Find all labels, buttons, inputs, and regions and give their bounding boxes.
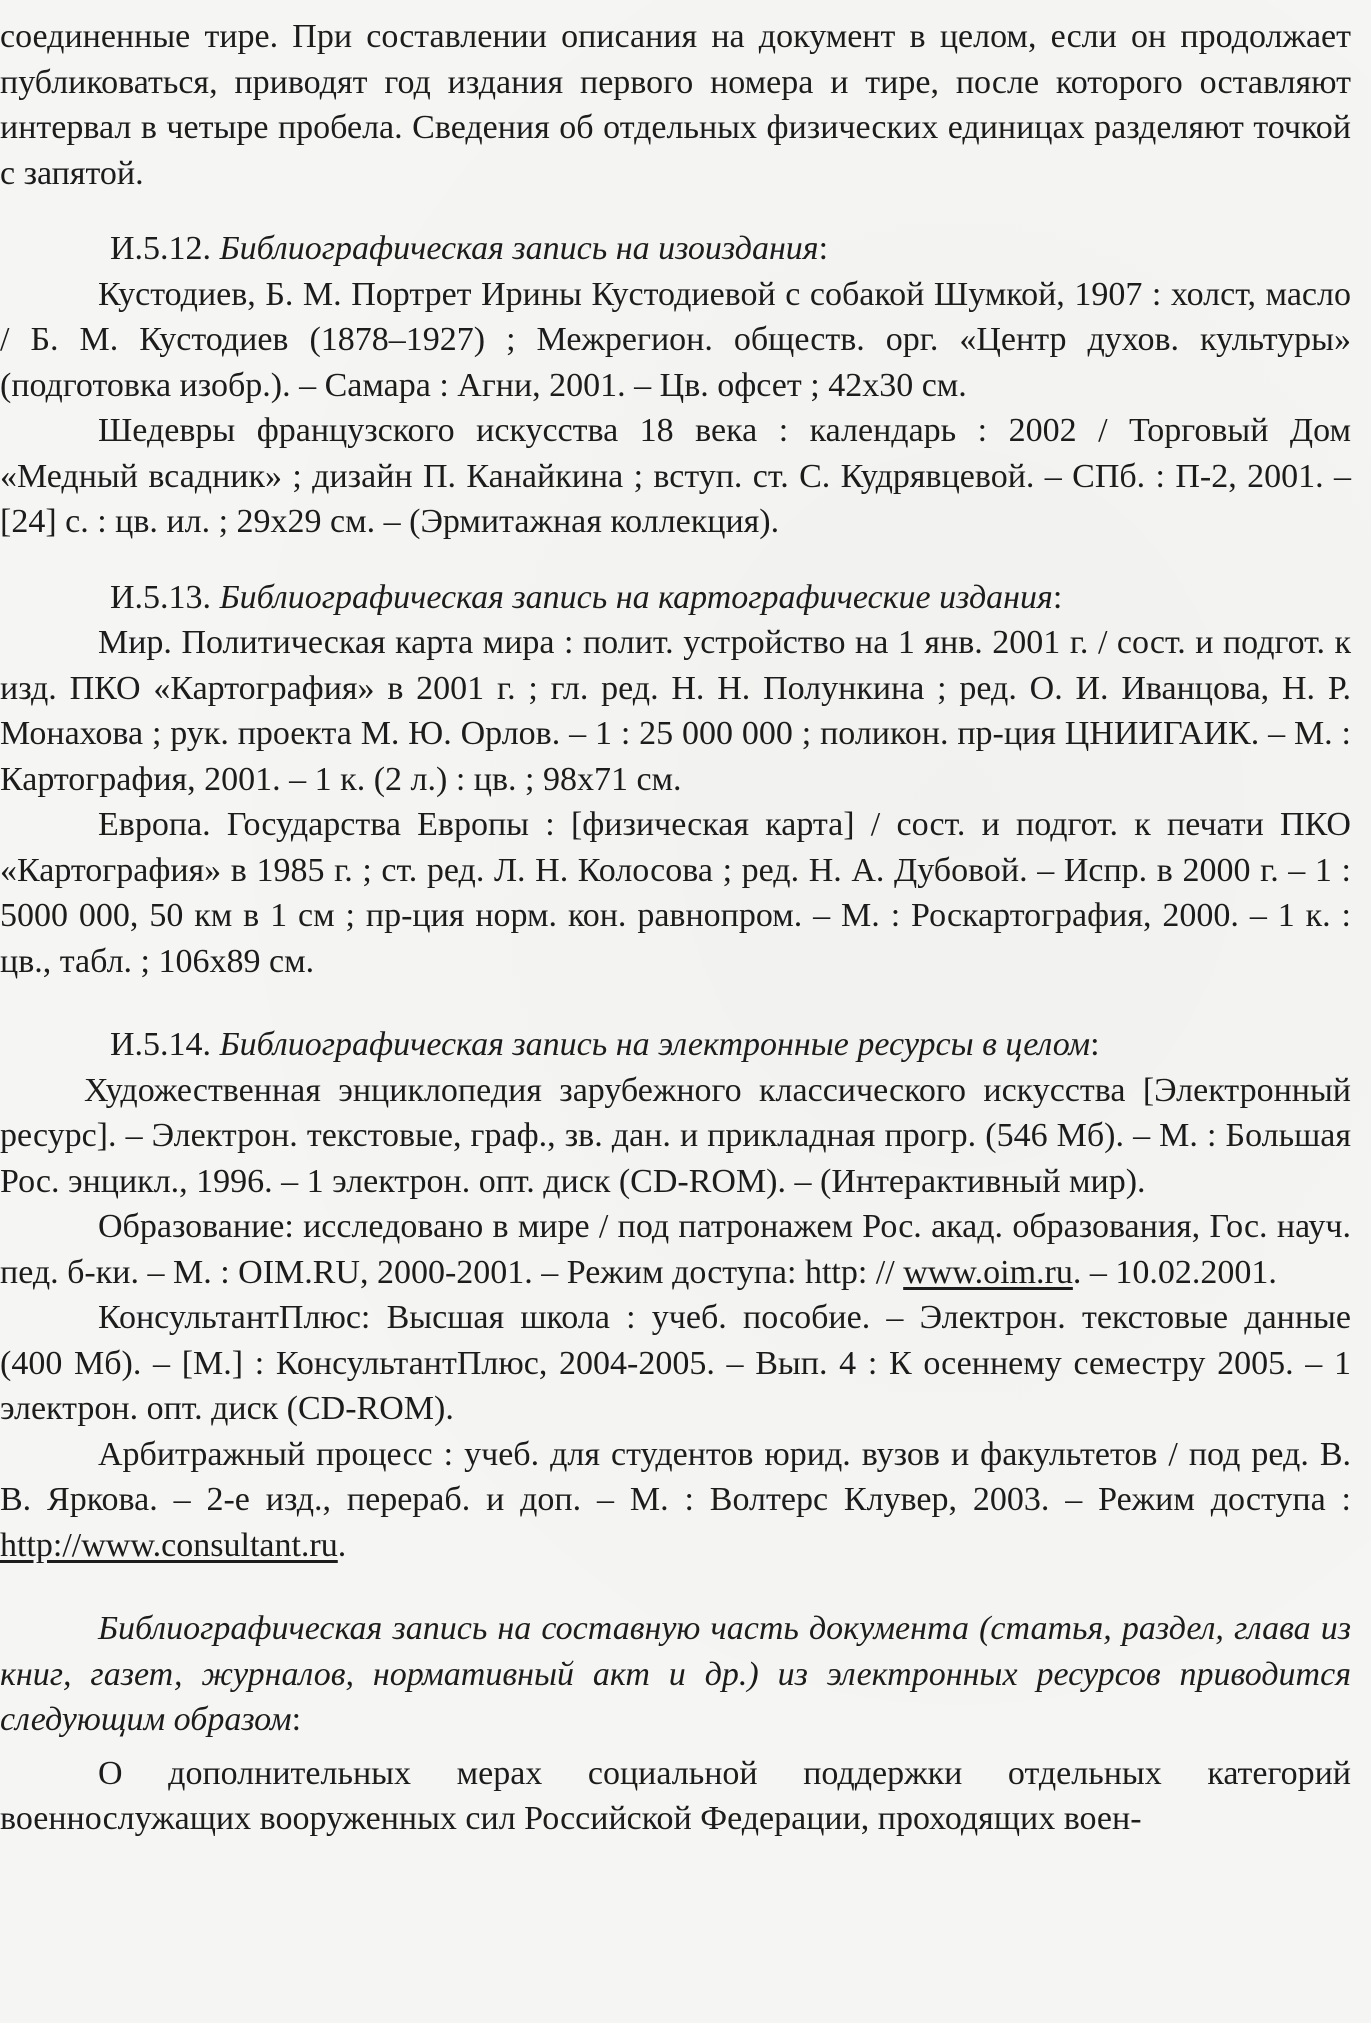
section-heading-5-12: [0, 226, 1351, 272]
heading-colon: :: [818, 230, 829, 267]
bib-entry: Художественная энциклопедия зарубежного классического искусства [Электронный ресурс]. – Электрон. текстовые, граф., зв. дан. и прикладная прогр. (546 Мб). – М. : Большая Рос. энцикл., 1996. – 1 электрон. опт. диск (CD-ROM). – (Интерактивный мир).: [0, 1071, 1351, 1200]
entry-text: . – 10.02.2001.: [1072, 1253, 1277, 1291]
section-heading-5-14: [0, 1022, 1351, 1068]
url-link[interactable]: www.oim.ru: [903, 1253, 1073, 1291]
bib-entry: КонсультантПлюс: Высшая школа : учеб. пособие. – Электрон. текстовые данные (400 Мб). – [М.] : КонсультантПлюс, 2004-2005. – Вып. 4 : К осеннему семестру 2005. – 1 электрон. опт. диск (CD-ROM).: [0, 1299, 1351, 1427]
intro-paragraph: [0, 1606, 1351, 1743]
section-number: И.5.13.: [110, 578, 212, 616]
section-number: И.5.14.: [110, 1026, 212, 1063]
section-title: Библиографическая запись на картографические издания: [219, 578, 1053, 616]
intro-italic-text: Библиографическая запись на составную часть документа (статья, раздел, глава из книг, газет, журналов, нормативный акт и др.) из электронных ресурсов приводится следующим образом: [0, 1610, 1351, 1738]
intro-colon: :: [291, 1701, 302, 1738]
bib-entry: Кустодиев, Б. М. Портрет Ирины Кустодиевой с собакой Шумкой, 1907 : холст, масло / Б. М. Кустодиев (1878–1927) ; Межрегион. обществ. орг. «Центр духов. культуры» (подготовка изобр.). – Самара : Агни, 2001. – Цв. офсет ; 42х30 см.: [0, 275, 1351, 404]
url-link[interactable]: http://www.consultant.ru: [0, 1526, 338, 1564]
section-heading-5-13: [0, 575, 1351, 621]
bib-entry: Шедевры французского искусства 18 века : календарь : 2002 / Торговый Дом «Медный всадник» ; дизайн П. Канайкина ; вступ. ст. С. Кудрявцевой. – СПб. : П-2, 2001. – [24] с. : цв. ил. ; 29х29 см. – (Эрмитажная коллекция).: [0, 412, 1351, 540]
heading-colon: :: [1090, 1026, 1100, 1063]
bib-entry: [0, 1204, 1351, 1295]
bib-entry: Мир. Политическая карта мира : полит. устройство на 1 янв. 2001 г. / сост. и подгот. к изд. ПКО «Картография» в 2001 г. ; гл. ред. Н. Н. Полункина ; ред. О. И. Иванцова, Н. Р. Монахова ; рук. проекта М. Ю. Орлов. – 1 : 25 000 000 ; поликон. пр-ция ЦНИИГАИК. – М. : Картография, 2001. – 1 к. (2 л.) : цв. ; 98х71 см.: [0, 624, 1351, 798]
entry-text: Арбитражный процесс : учеб. для студентов юрид. вузов и факультетов / под ред. В. В. Яркова. – 2-е изд., перераб. и доп. – М. : Волтерс Клувер, 2003. – Режим доступа :: [0, 1435, 1351, 1518]
paragraph-intro: соединенные тире. При составлении описания на документ в целом, если он продолжает публиковаться, приводят год издания первого номера и тире, после которого оставляют интервал в четыре пробела. Сведения об отдельных физических единицах разделяют точкой с запятой.: [0, 18, 1351, 192]
heading-colon: :: [1052, 578, 1063, 616]
bib-entry: Европа. Государства Европы : [физическая карта] / сост. и подгот. к печати ПКО «Картография» в 1985 г. ; ст. ред. Л. Н. Колосова ; ред. Н. А. Дубовой. – Испр. в 2000 г. – 1 : 5000 000, 50 км в 1 см ; пр-ция норм. кон. равнопром. – М. : Роскартография, 2000. – 1 к. : цв., табл. ; 106х89 см.: [0, 806, 1351, 980]
section-number: И.5.12.: [110, 230, 212, 267]
document-body: [0, 14, 1351, 1842]
bib-entry-last: О дополнительных мерах социальной поддержки отдельных категорий военнослужащих вооруженных сил Российской Федерации, проходящих воен-: [0, 1754, 1351, 1837]
bib-entry: [0, 1432, 1351, 1569]
entry-text: Образование: исследовано в мире / под патронажем Рос. акад. образования, Гос. науч. пед. б-ки. – М. : OIM.RU, 2000-2001. – Режим доступа: http: //: [0, 1208, 1351, 1291]
entry-text: .: [337, 1526, 347, 1564]
section-title: Библиографическая запись на изоиздания: [219, 230, 819, 267]
section-title: Библиографическая запись на электронные ресурсы в целом: [219, 1026, 1091, 1063]
